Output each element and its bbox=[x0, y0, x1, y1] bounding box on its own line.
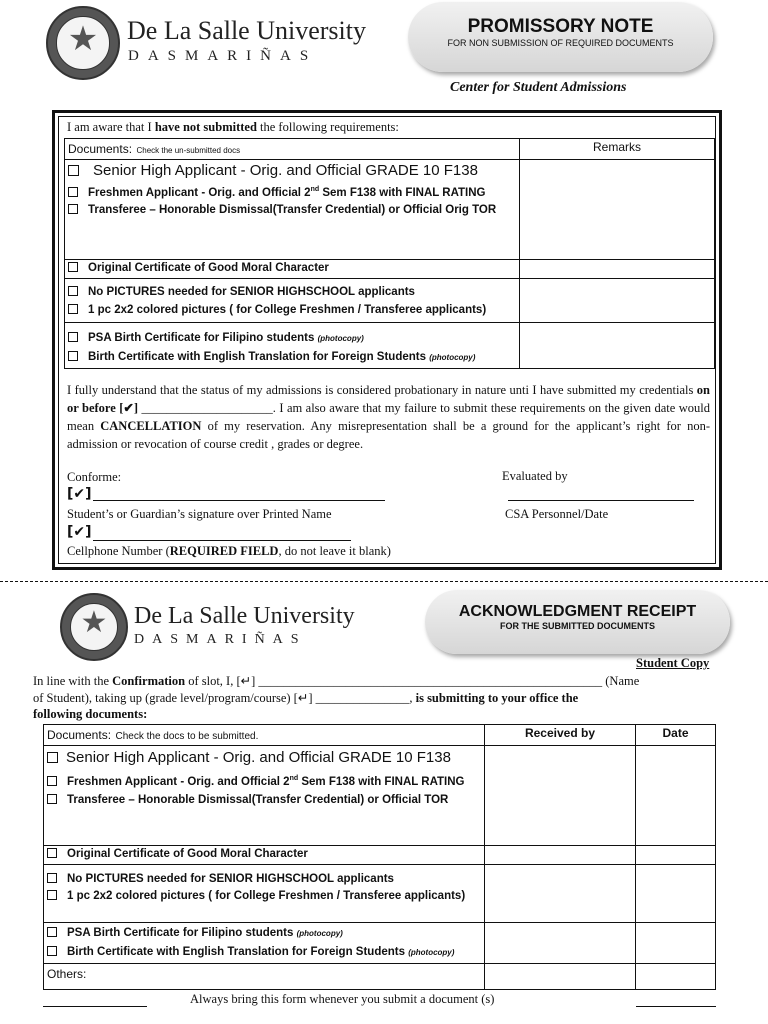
checkbox[interactable] bbox=[68, 304, 78, 314]
checkbox[interactable] bbox=[68, 204, 78, 214]
received-by-cell[interactable] bbox=[485, 923, 636, 964]
others-label: Others: bbox=[47, 967, 87, 981]
date-cell[interactable] bbox=[636, 846, 716, 865]
university-seal-logo: ★ bbox=[60, 593, 128, 661]
evaluated-by-label: Evaluated by bbox=[502, 469, 568, 483]
cut-line bbox=[0, 581, 768, 582]
received-by-cell[interactable] bbox=[485, 964, 636, 990]
university-campus: DASMARIÑAS bbox=[128, 48, 318, 64]
acknowledgment-banner bbox=[425, 590, 730, 654]
date-cell[interactable] bbox=[636, 746, 716, 846]
cellphone-line[interactable] bbox=[93, 540, 351, 541]
university-seal-logo: ★ bbox=[46, 6, 120, 80]
checkbox[interactable] bbox=[68, 187, 78, 197]
promissory-note-banner bbox=[408, 2, 713, 72]
cellphone-check: [✔] bbox=[67, 524, 92, 540]
checkbox[interactable] bbox=[47, 890, 57, 900]
unsubmitted-documents-table bbox=[64, 138, 715, 369]
checkbox[interactable] bbox=[47, 946, 57, 956]
checkbox[interactable] bbox=[47, 927, 57, 937]
checkbox[interactable] bbox=[68, 286, 78, 296]
checkbox[interactable] bbox=[47, 776, 57, 786]
date-cell[interactable] bbox=[636, 865, 716, 923]
table-row: Original Certificate of Good Moral Character bbox=[44, 846, 485, 865]
promissory-note-subtitle: FOR NON SUBMISSION OF REQUIRED DOCUMENTS bbox=[447, 38, 674, 48]
documents-header: Documents: bbox=[47, 728, 112, 742]
student-copy-label: Student Copy bbox=[636, 656, 710, 670]
acknowledgment-title: ACKNOWLEDGMENT RECEIPT bbox=[458, 603, 697, 620]
received-by-cell[interactable] bbox=[485, 746, 636, 846]
university-name: De La Salle University bbox=[127, 16, 366, 45]
table-row: Original Certificate of Good Moral Character bbox=[65, 260, 520, 279]
receipt-line-2: of Student), taking up (grade level/program/course) [↵] _______________, is submitting to your office the bbox=[33, 691, 579, 705]
table-row: No PICTURES needed for SENIOR HIGHSCHOOL applicants 1 pc 2x2 colored pictures ( for College Freshmen / Transferee applicants) bbox=[65, 279, 520, 323]
intro-text: I am aware that I have not submitted the following requirements: bbox=[67, 120, 399, 134]
received-by-cell[interactable] bbox=[485, 846, 636, 865]
receipt-line-3: following documents: bbox=[33, 707, 148, 721]
checkbox[interactable] bbox=[68, 351, 78, 361]
evaluator-line[interactable] bbox=[508, 500, 694, 501]
promissory-note-title: PROMISSORY NOTE bbox=[467, 16, 654, 37]
documents-header: Documents: bbox=[68, 142, 133, 156]
conforme-label: Conforme: bbox=[67, 470, 122, 484]
promissory-statement: I fully understand that the status of my admissions is considered probationary in nature unti I have submitted my credentials on or before [✔] _____________________. I am also aware that my failure to submit these requirements on the given date would mean CANCELLATION of my reservation. Any misrepresentation shall be a ground for the applicant’s right for non-admission or revocation of course credit , grades or degree. bbox=[67, 383, 711, 451]
checkbox[interactable] bbox=[47, 752, 58, 763]
university-campus: DASMARIÑAS bbox=[134, 632, 307, 647]
csa-label: CSA Personnel/Date bbox=[505, 507, 609, 521]
remarks-header: Remarks bbox=[592, 140, 641, 154]
checkbox[interactable] bbox=[47, 873, 57, 883]
footer-left-line bbox=[43, 1006, 147, 1007]
signature-line[interactable] bbox=[93, 500, 385, 501]
submitted-documents-table bbox=[43, 724, 716, 990]
checkbox[interactable] bbox=[47, 848, 57, 858]
date-header: Date bbox=[662, 726, 689, 740]
remarks-cell[interactable] bbox=[520, 160, 715, 260]
footer-note: Always bring this form whenever you submit a document (s) bbox=[190, 992, 495, 1006]
checkbox[interactable] bbox=[68, 262, 78, 272]
footer-right-line bbox=[636, 1006, 716, 1007]
remarks-cell[interactable] bbox=[520, 279, 715, 323]
center-name: Center for Student Admissions bbox=[450, 80, 627, 95]
table-row: No PICTURES needed for SENIOR HIGHSCHOOL applicants 1 pc 2x2 colored pictures ( for College Freshmen / Transferee applicants) bbox=[44, 865, 485, 923]
documents-header-note: Check the docs to be submitted. bbox=[115, 731, 259, 742]
table-row: PSA Birth Certificate for Filipino students (photocopy) Birth Certificate with English Translation for Foreign Students (photocopy) bbox=[65, 323, 520, 369]
received-by-header: Received by bbox=[524, 726, 596, 740]
signature-check: [✔] bbox=[67, 486, 92, 502]
table-row: PSA Birth Certificate for Filipino students (photocopy) Birth Certificate with English Translation for Foreign Students (photocopy) bbox=[44, 923, 485, 964]
remarks-cell[interactable] bbox=[520, 323, 715, 369]
checkbox[interactable] bbox=[68, 165, 79, 176]
receipt-line-1: In line with the Confirmation of slot, I, [↵] _______________________________________________________ (Name bbox=[33, 674, 640, 688]
date-cell[interactable] bbox=[636, 964, 716, 990]
checkbox[interactable] bbox=[47, 794, 57, 804]
others-row[interactable] bbox=[44, 964, 485, 990]
table-row: Senior High Applicant - Orig. and Official GRADE 10 F138 Freshmen Applicant - Orig. and Official 2nd Sem F138 with FINAL RATING Transferee – Honorable Dismissal(Transfer Credential) or Official Orig TOR bbox=[65, 160, 520, 260]
signature-label: Student’s or Guardian’s signature over Printed Name bbox=[67, 507, 332, 521]
date-cell[interactable] bbox=[636, 923, 716, 964]
cellphone-label: Cellphone Number (REQUIRED FIELD, do not leave it blank) bbox=[67, 544, 391, 558]
received-by-cell[interactable] bbox=[485, 865, 636, 923]
documents-header-note: Check the un-submitted docs bbox=[136, 146, 241, 155]
checkbox[interactable] bbox=[68, 332, 78, 342]
table-row: Senior High Applicant - Orig. and Official GRADE 10 F138 Freshmen Applicant - Orig. and Official 2nd Sem F138 with FINAL RATING Transferee – Honorable Dismissal(Transfer Credential) or Official TOR bbox=[44, 746, 485, 846]
university-name: De La Salle University bbox=[134, 603, 355, 629]
remarks-cell[interactable] bbox=[520, 260, 715, 279]
acknowledgment-subtitle: FOR THE SUBMITTED DOCUMENTS bbox=[500, 621, 655, 631]
